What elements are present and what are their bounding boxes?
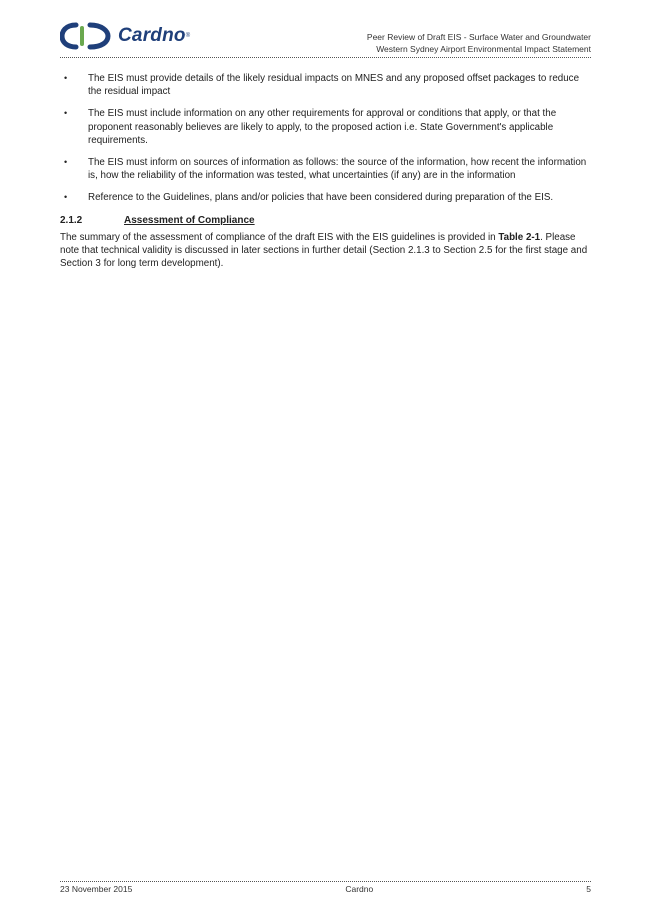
list-item-text: The EIS must inform on sources of information as follows: the source of the information, how recent the information is, how the reliability of the information was tested, what uncertainties (if any) are in the information <box>88 157 587 182</box>
paragraph-text: The summary of the assessment of compliance of the draft EIS with the EIS guidelines is provided in <box>60 231 499 243</box>
page-footer <box>60 884 591 894</box>
registered-mark: ® <box>185 33 191 39</box>
logo-text: Cardno <box>118 25 186 46</box>
bullet-dot-icon: • <box>64 73 68 83</box>
bullet-dot-icon: • <box>64 192 68 203</box>
footer-date: 23 November 2015 <box>60 884 133 894</box>
list-item-text: Reference to the Guidelines, plans and/or policies that have been considered during preparation of the EIS. <box>88 192 554 204</box>
list-item-text: The EIS must provide details of the likely residual impacts on MNES and any proposed offset packages to reduce the residual impact <box>88 73 580 98</box>
paragraph-text: . Please note that technical validity is discussed in later sections in further detail (Section 2.1.3 to Section 2.5 for the first stage and Section 3 for long term development). <box>60 231 588 270</box>
header-divider <box>60 57 591 58</box>
section-title: Assessment of Compliance <box>124 214 255 226</box>
page-number: 5 <box>586 884 591 894</box>
footer-company: Cardno <box>345 884 374 894</box>
section-paragraph <box>60 231 591 271</box>
bullet-dot-icon: • <box>64 157 68 168</box>
footer-divider <box>60 881 591 882</box>
section-heading <box>60 214 591 227</box>
cardno-logo <box>60 22 190 50</box>
list-item-text: The EIS must include information on any other requirements for approval or conditions that apply, or that the proponent reasonably believes are likely to apply, to the proposed action i.e. State Government's applicable requirements. <box>88 108 557 146</box>
requirements-list <box>60 72 591 205</box>
document-header <box>367 31 591 55</box>
bullet-dot-icon: • <box>64 108 68 119</box>
table-reference-link[interactable]: Table 2-1 <box>498 231 541 243</box>
page-body <box>60 72 591 270</box>
cardno-logo-icon <box>60 22 112 50</box>
list-item <box>60 191 591 204</box>
list-item <box>60 72 591 98</box>
list-item <box>60 107 591 147</box>
list-item <box>60 156 591 182</box>
header-title-line2: Western Sydney Airport Environmental Impact Statement <box>376 44 591 54</box>
header-title-line1: Peer Review of Draft EIS - Surface Water and Groundwater <box>366 32 591 42</box>
section-number: 2.1.2 <box>60 214 83 226</box>
